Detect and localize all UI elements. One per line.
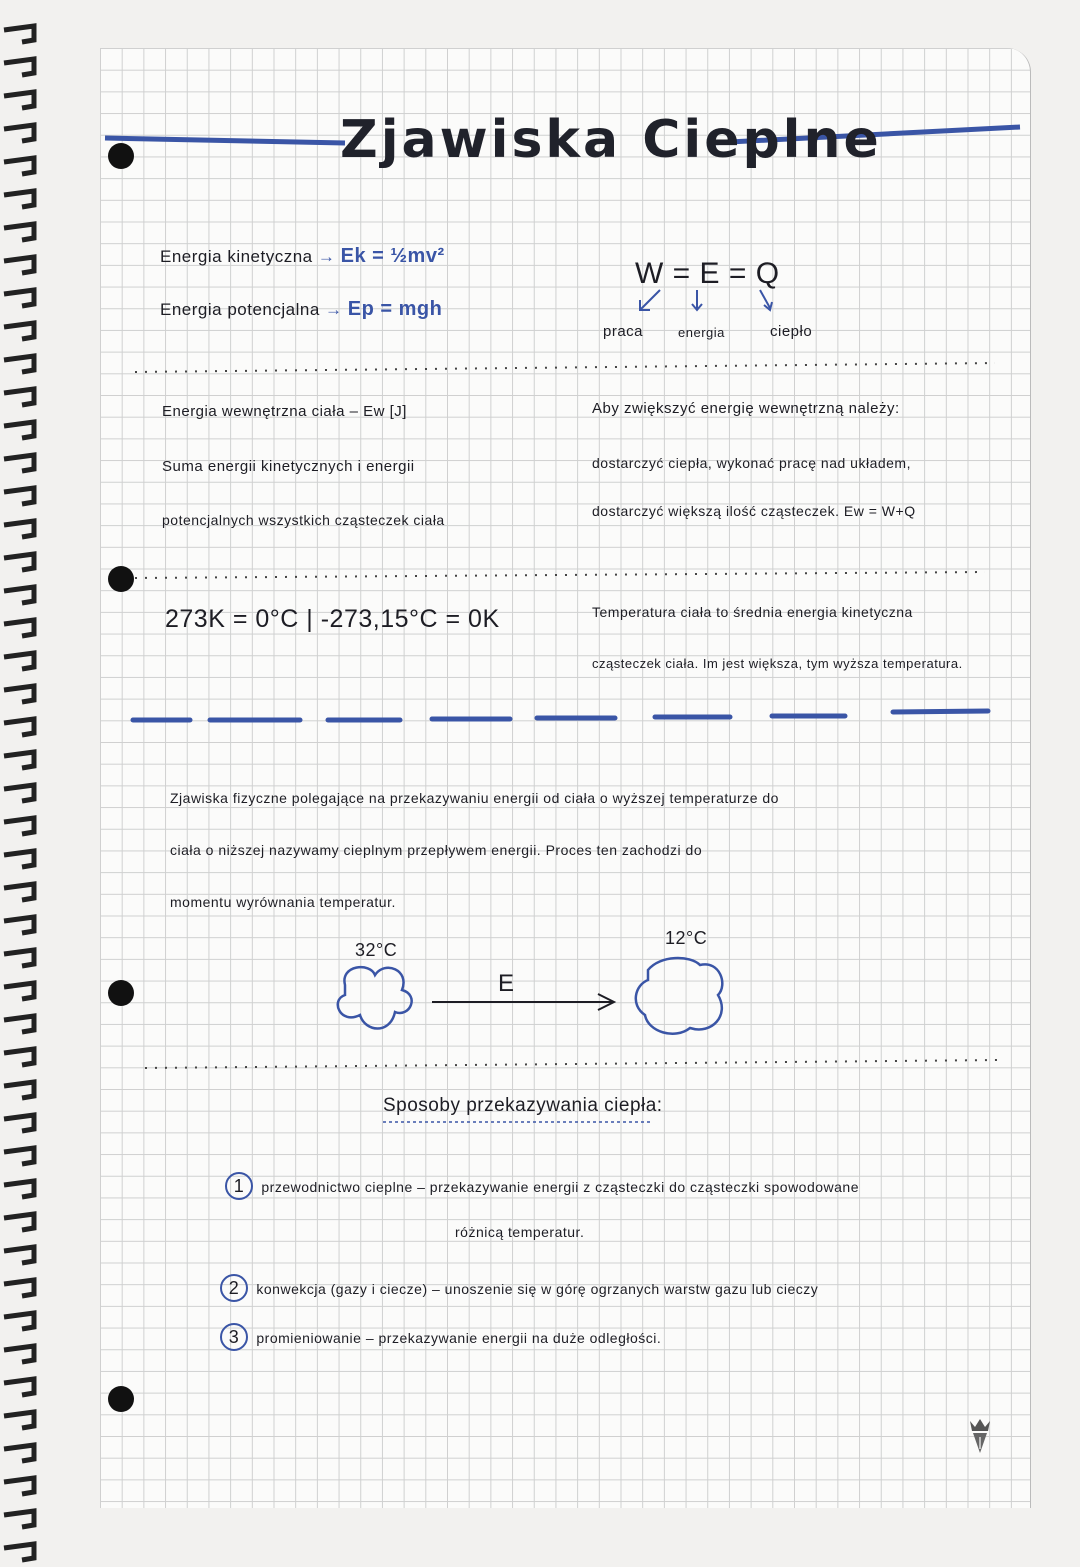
internal-energy-line2: Suma energii kinetycznych i energii — [162, 458, 415, 475]
internal-energy-line3: potencjalnych wszystkich cząsteczek ciała — [162, 512, 445, 528]
potential-label: Energia potencjalna — [160, 300, 320, 319]
hot-temperature-label: 32°C — [355, 940, 398, 960]
wq-label-heat: ciepło — [770, 323, 813, 340]
number-badge: 1 — [225, 1172, 253, 1200]
increase-energy-line3: dostarczyć większą ilość cząsteczek. Ew = W+Q — [592, 503, 916, 519]
cold-temperature-label: 12°C — [665, 928, 708, 948]
kinetic-energy-row — [160, 245, 445, 268]
page-title: Zjawiska Cieplne — [340, 110, 882, 170]
method-item-3 — [220, 1323, 661, 1351]
method-item-2 — [220, 1274, 818, 1302]
kinetic-formula: Ek = ½mv² — [340, 245, 445, 267]
method-text: konwekcja (gazy i ciecze) – unoszenie się w górę ogrzanych warstw gazu lub cieczy — [256, 1281, 819, 1297]
dotted-separator — [135, 572, 985, 578]
method-item-1-cont: różnicą temperatur. — [455, 1224, 585, 1240]
pen-crown-logo-icon — [965, 1415, 995, 1455]
blue-dash-divider — [133, 711, 988, 720]
temperature-line1: Temperatura ciała to średnia energia kinetyczna — [592, 604, 913, 620]
energy-arrow-label: E — [498, 970, 515, 997]
increase-energy-line2: dostarczyć ciepła, wykonać pracę nad układem, — [592, 455, 911, 471]
flow-paragraph-line3: momentu wyrównania temperatur. — [170, 894, 396, 910]
number-badge: 3 — [220, 1323, 248, 1351]
temperature-line2: cząsteczek ciała. Im jest większa, tym wyższa temperatura. — [592, 656, 963, 671]
methods-heading: Sposoby przekazywania ciepła: — [383, 1095, 663, 1116]
title-line-left — [105, 138, 345, 143]
potential-energy-row — [160, 298, 442, 321]
wq-equation: W = E = Q — [635, 257, 780, 290]
potential-formula: Ep = mgh — [347, 298, 443, 320]
method-text: promieniowanie – przekazywanie energii na duże odległości. — [256, 1330, 662, 1346]
cold-body-blob — [636, 958, 723, 1034]
dotted-separator — [135, 363, 995, 372]
dotted-separator — [145, 1060, 1000, 1068]
method-text: przewodnictwo cieplne – przekazywanie energii z cząsteczki do cząsteczki spowodowane — [261, 1179, 860, 1195]
wq-label-work: praca — [603, 323, 644, 340]
hot-body-blob — [338, 967, 412, 1028]
kinetic-label: Energia kinetyczna — [160, 247, 313, 266]
flow-paragraph-line1: Zjawiska fizyczne polegające na przekazywaniu energii od ciała o wyższej temperaturze do — [170, 790, 779, 806]
increase-energy-line1: Aby zwiększyć energię wewnętrzną należy: — [592, 400, 900, 417]
arrow-icon: → — [317, 247, 341, 266]
number-badge: 2 — [220, 1274, 248, 1302]
arrow-icon: → — [325, 300, 348, 319]
wq-label-energy: energia — [678, 325, 725, 340]
method-item-1 — [225, 1172, 859, 1200]
flow-paragraph-line2: ciała o niższej nazywamy cieplnym przepływem energii. Proces ten zachodzi do — [170, 842, 703, 858]
internal-energy-line1: Energia wewnętrzna ciała – Ew [J] — [162, 403, 407, 420]
kelvin-conversion: 273K = 0°C | -273,15°C = 0K — [165, 605, 500, 633]
wq-arrows — [640, 290, 772, 310]
